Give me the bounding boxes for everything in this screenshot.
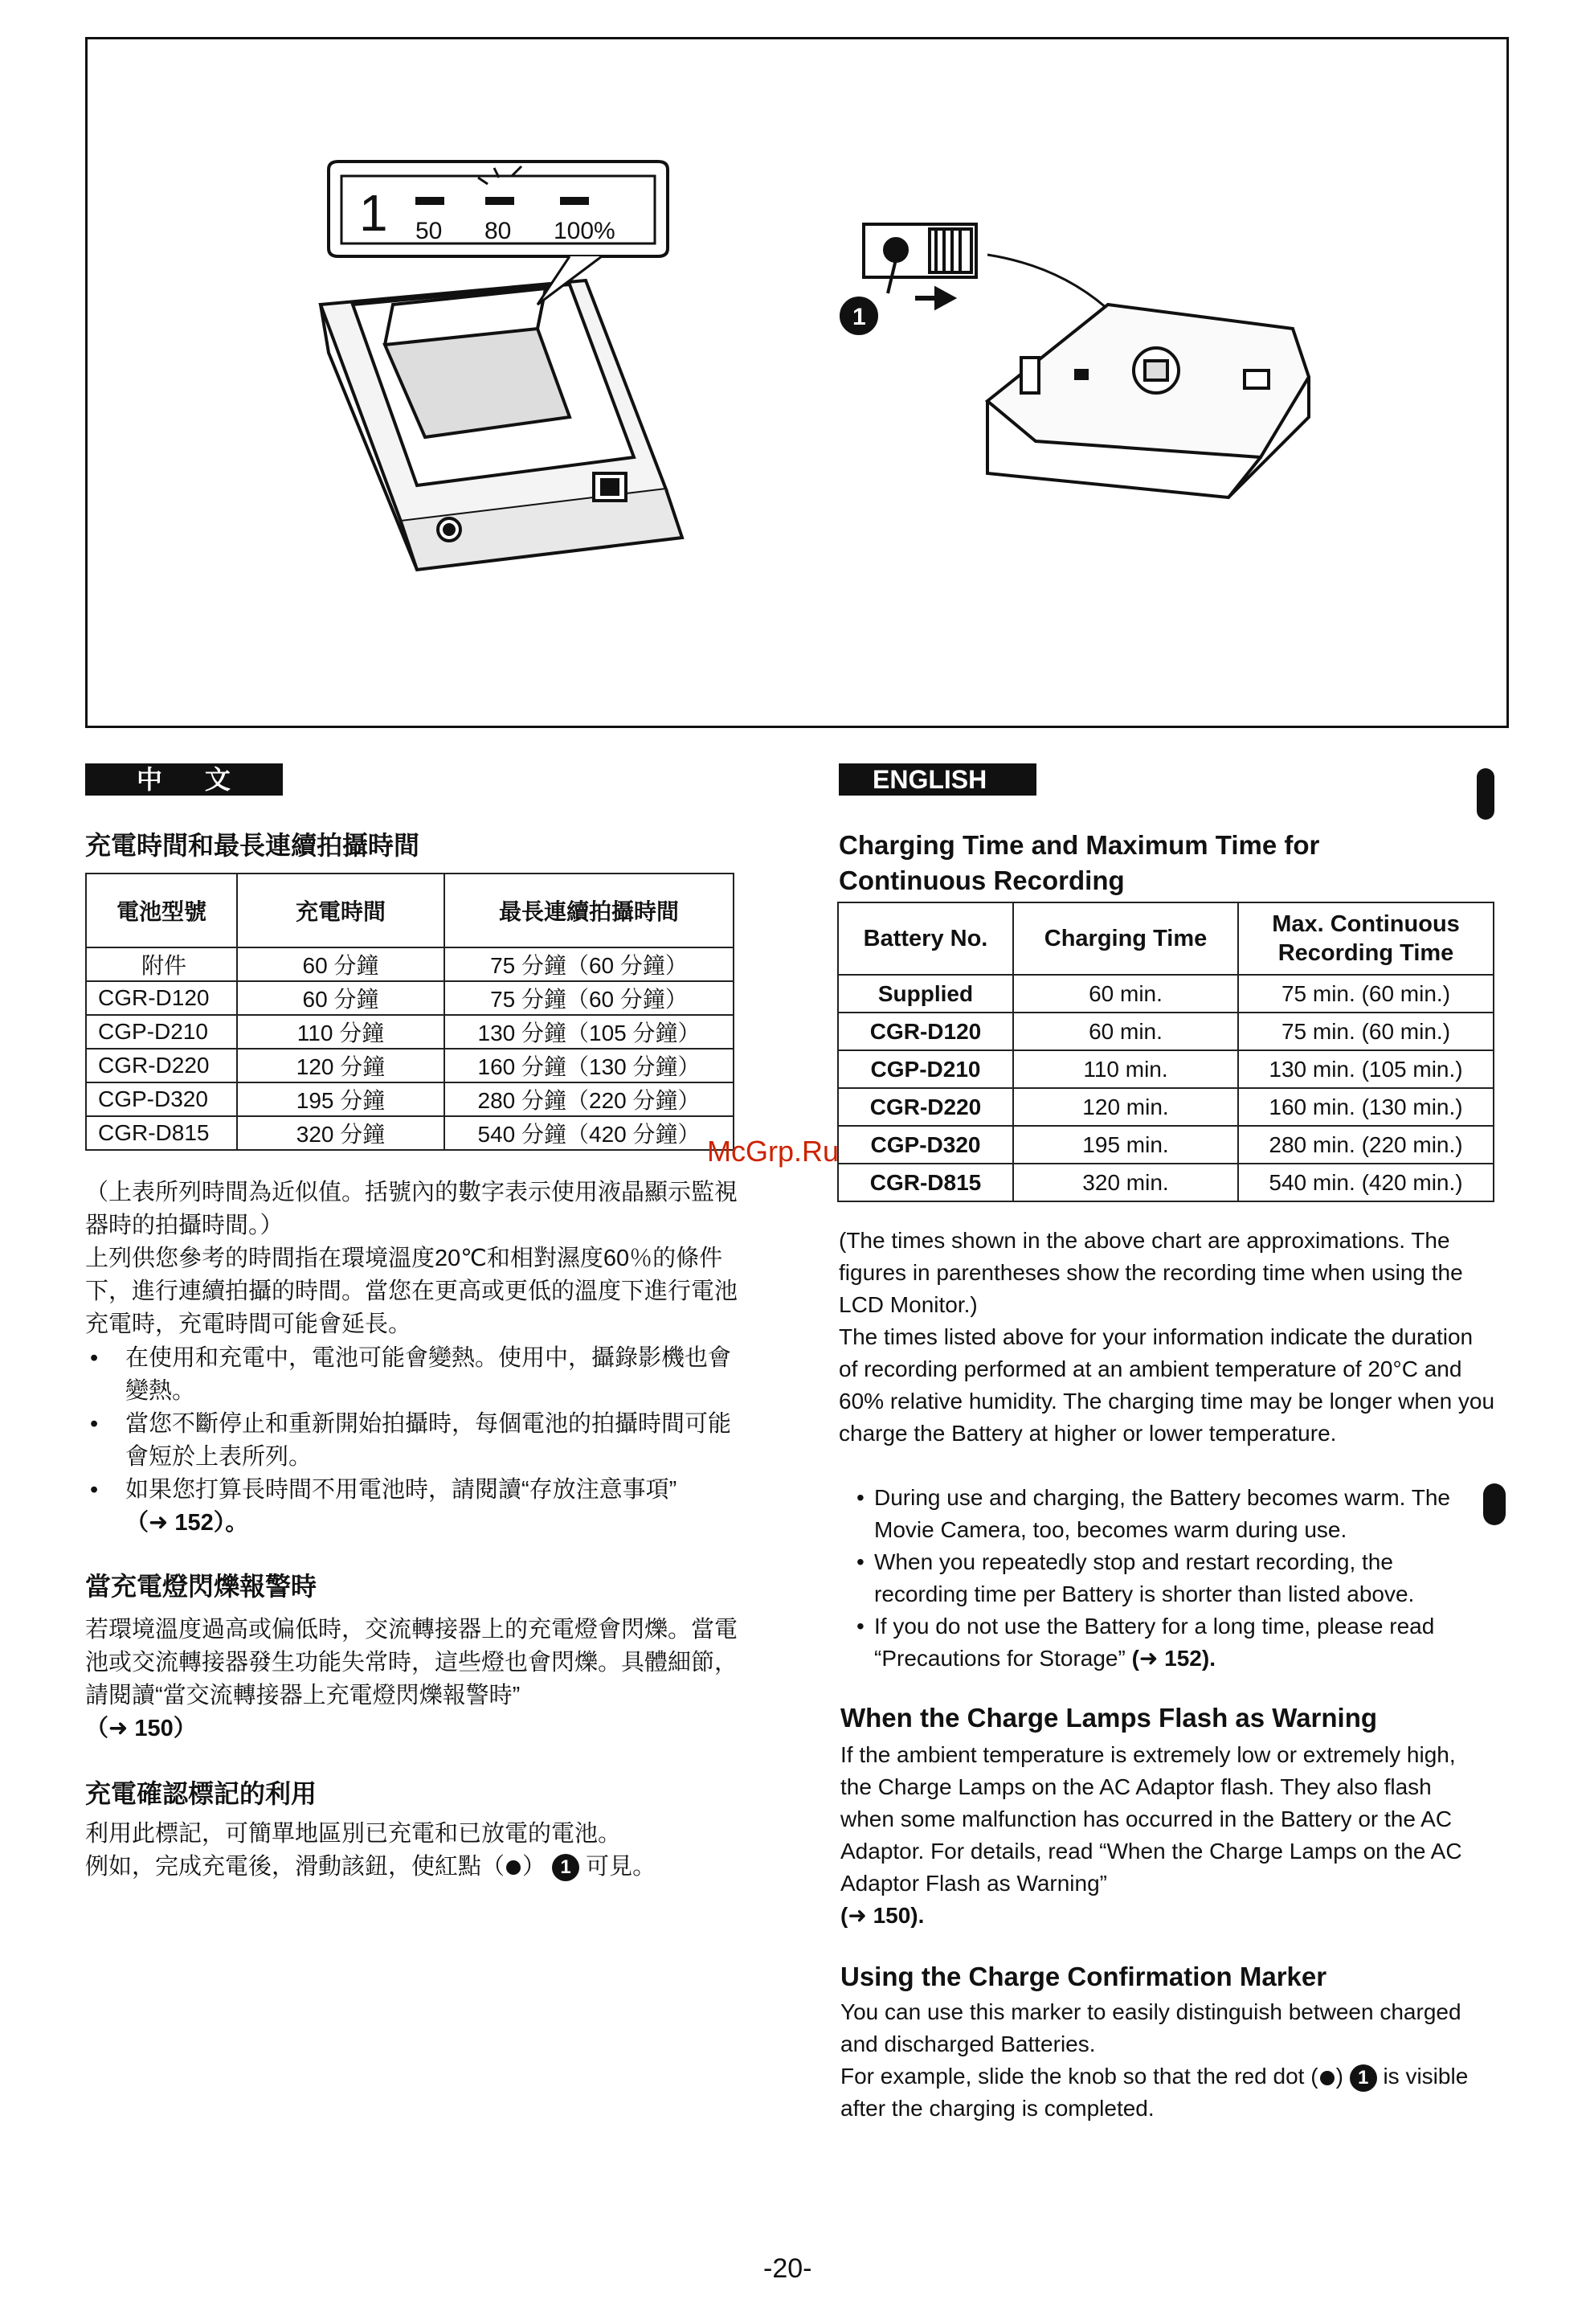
zh-heading-charging: 充電時間和最長連續拍攝時間: [85, 831, 420, 860]
callout-1-icon: 1: [552, 1854, 579, 1881]
en-note-approx: (The times shown in the above chart are approximations. The figures in parentheses show the recording time when using the LCD Monitor.): [839, 1228, 1463, 1317]
battery-drawing: [987, 255, 1309, 497]
list-item: • 如果您打算長時間不用電池時，請閱讀“存放注意事項” （➜ 152）。: [85, 1474, 738, 1540]
page-number: -20-: [763, 2253, 812, 2284]
callout-1-icon: 1: [1350, 2064, 1377, 2092]
list-item: • During use and charging, the Battery becomes warm. The Movie Camera, too, becomes warm during use.: [856, 1482, 1483, 1546]
marker-inset: [841, 224, 976, 333]
table-row: CGP-D320 195 分鐘 280 分鐘（220 分鐘）: [86, 1082, 734, 1116]
zh-col-charging: 充電時間: [237, 874, 444, 947]
charge-display-callout: [329, 162, 668, 305]
table-row: CGR-D220 120 min. 160 min. (130 min.): [838, 1088, 1494, 1126]
en-bullet-list: [856, 1482, 1483, 1675]
table-row: CGP-D320 195 min. 280 min. (220 min.): [838, 1126, 1494, 1164]
table-row: CGR-D120 60 min. 75 min. (60 min.): [838, 1013, 1494, 1050]
display-number: 1: [359, 184, 388, 242]
section-side-marker: [1483, 1483, 1506, 1525]
list-item: • 當您不斷停止和重新開始拍攝時，每個電池的拍攝時間可能會短於上表所列。: [85, 1408, 738, 1474]
list-item: • If you do not use the Battery for a long time, please read “Precautions for Storage” (➜ 152).: [856, 1610, 1483, 1675]
en-marker-text: You can use this marker to easily distinguish between charged and discharged Batteries. For example, slide the knob so that the red dot ( ) 1 is visible after the charging is completed.: [840, 1999, 1469, 2121]
en-col-max: Max. Continuous Recording Time: [1238, 902, 1494, 975]
table-row: CGR-D815 320 分鐘 540 分鐘（420 分鐘）: [86, 1116, 734, 1150]
zh-note-conditions: 上列供您參考的時間指在環境溫度20℃和相對濕度60％的條件下，進行連續拍攝的時間。當您在更高或更低的溫度下進行電池充電時，充電時間可能會延長。: [85, 1246, 738, 1337]
zh-col-max: 最長連續拍攝時間: [444, 874, 734, 947]
zh-heading-warning: 當充電燈閃爍報警時: [85, 1572, 317, 1601]
table-row: Supplied 60 min. 75 min. (60 min.): [838, 975, 1494, 1013]
display-level-80: 80: [484, 218, 512, 244]
en-warning-text: If the ambient temperature is extremely low or extremely high, the Charge Lamps on the AC Adaptor flash. They also flash when some malfunction has occurred in the Battery or the AC Adaptor. For details, read “When the Charge Lamps on the AC Adaptor Flash as Warning” (➜ 150).: [840, 1742, 1462, 1928]
red-dot-icon: [506, 1860, 521, 1875]
table-row: CGR-D815 320 min. 540 min. (420 min.): [838, 1164, 1494, 1201]
en-note-conditions: The times listed above for your information indicate the duration of recording performed at an ambient temperature of 20°C and 60% relative humidity. The charging time may be longer when you charge the Battery at higher or lower temperature.: [839, 1324, 1495, 1446]
chinese-section-label: 中 文: [85, 763, 283, 796]
en-warning-ref: (➜ 150).: [840, 1903, 925, 1928]
list-item: • 在使用和充電中，電池可能會變熱。使用中，攝錄影機也會變熱。: [85, 1342, 738, 1408]
zh-note-approx: （上表所列時間為近似值。括號內的數字表示使用液晶顯示監視器時的拍攝時間。）: [85, 1180, 738, 1238]
en-storage-ref: (➜ 152).: [1131, 1646, 1216, 1671]
en-col-battery: Battery No.: [838, 902, 1013, 975]
zh-charging-table: [85, 873, 734, 1151]
zh-warning-ref: （➜ 150）: [85, 1716, 197, 1741]
en-heading-marker: Using the Charge Confirmation Marker: [840, 1962, 1327, 1991]
display-level-100: 100%: [554, 218, 615, 244]
english-section-label: ENGLISH: [839, 763, 1036, 796]
table-row: 附件 60 分鐘 75 分鐘（60 分鐘）: [86, 947, 734, 981]
section-tab-marker: [1477, 768, 1494, 820]
watermark: McGrp.Ru: [707, 1135, 840, 1168]
table-row: CGR-D220 120 分鐘 160 分鐘（130 分鐘）: [86, 1049, 734, 1082]
charger-illustration: [88, 39, 1511, 730]
zh-storage-ref: （➜ 152）。: [125, 1510, 249, 1536]
zh-bullet-list: [85, 1342, 738, 1540]
callout-number: 1: [852, 304, 866, 330]
ac-adaptor-drawing: [321, 280, 682, 570]
zh-heading-marker: 充電確認標記的利用: [85, 1779, 317, 1808]
table-row: CGP-D210 110 分鐘 130 分鐘（105 分鐘）: [86, 1015, 734, 1049]
zh-marker-text: 利用此標記，可簡單地區別已充電和已放電的電池。 例如，完成充電後，滑動該鈕，使紅點（ ） 1 可見。: [85, 1818, 738, 1884]
table-row: CGR-D120 60 分鐘 75 分鐘（60 分鐘）: [86, 981, 734, 1015]
zh-col-battery: 電池型號: [86, 874, 237, 947]
illustration-frame: [85, 37, 1509, 728]
zh-warning-text: 若環境溫度過高或偏低時，交流轉接器上的充電燈會閃爍。當電池或交流轉接器發生功能失常時，這些燈也會閃爍。具體細節，請閱讀“當交流轉接器上充電燈閃爍報警時” （➜ 150）: [85, 1617, 738, 1741]
table-row: CGP-D210 110 min. 130 min. (105 min.): [838, 1050, 1494, 1088]
red-dot-icon: [1320, 2071, 1335, 2085]
en-charging-table: [837, 902, 1494, 1202]
en-heading-charging: Charging Time and Maximum Time for Continuous Recording: [839, 830, 1320, 895]
en-col-charging: Charging Time: [1013, 902, 1238, 975]
display-level-50: 50: [415, 218, 443, 244]
en-heading-warning: When the Charge Lamps Flash as Warning: [840, 1703, 1378, 1733]
list-item: • When you repeatedly stop and restart recording, the recording time per Battery is shorter than listed above.: [856, 1546, 1483, 1610]
